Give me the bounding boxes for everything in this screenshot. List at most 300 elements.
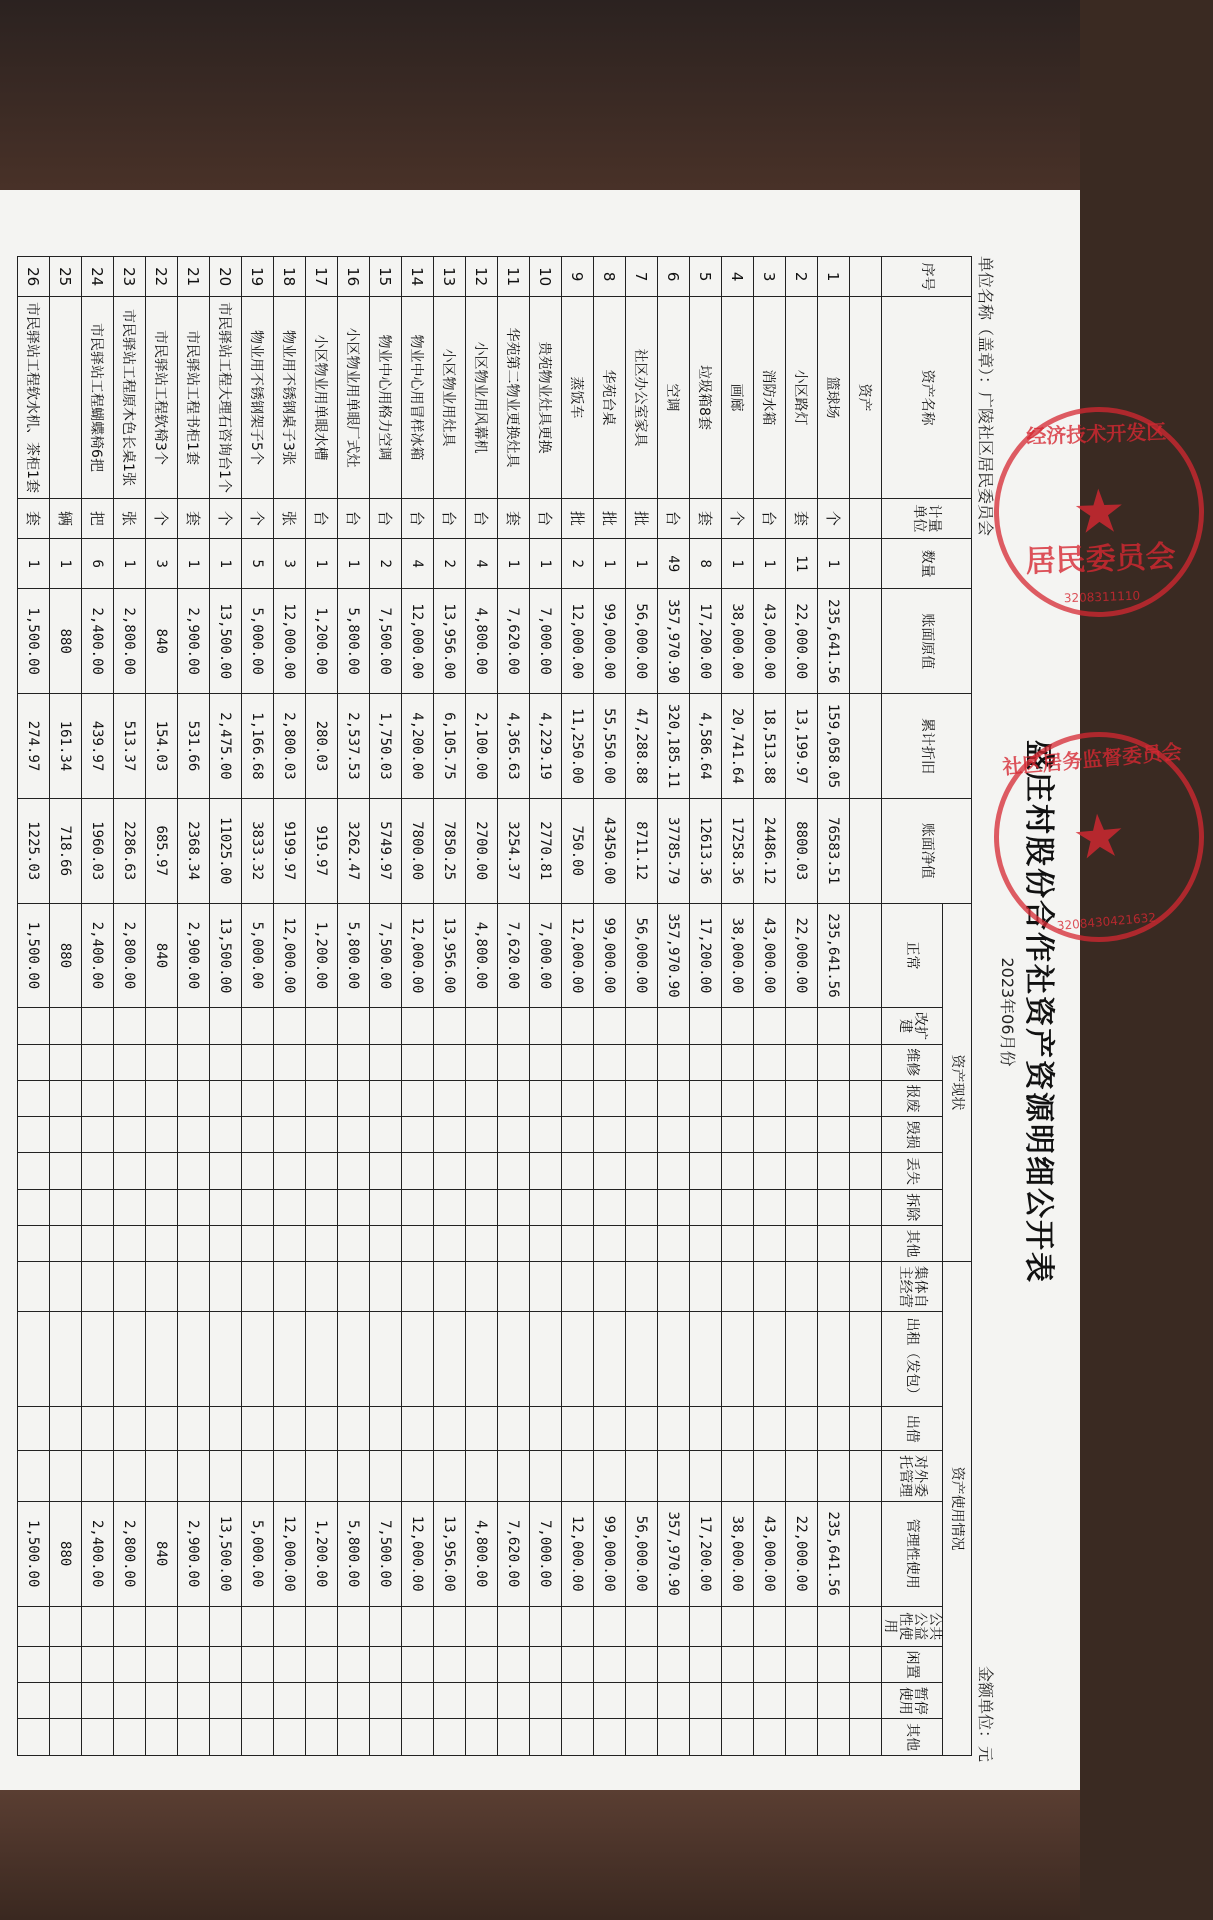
empty-cell [274,1262,306,1312]
net-value-cell: 2700.00 [466,798,498,903]
seq-cell: 20 [210,257,242,297]
empty-cell [626,1606,658,1646]
empty-cell [754,1683,786,1719]
status-normal-cell: 5,000.00 [242,903,274,1008]
name-cell: 市民驿站工程软椅3个 [146,297,178,498]
empty-cell [306,1008,338,1044]
depreciation-cell: 11,250.00 [562,694,594,799]
name-cell: 空调 [658,297,690,498]
empty-cell [210,1189,242,1225]
qty-cell: 1 [722,539,754,589]
status-normal-cell: 13,500.00 [210,903,242,1008]
qty-cell: 1 [178,539,210,589]
empty-cell [466,1225,498,1261]
book-value-cell: 43,000.00 [754,589,786,694]
empty-cell [434,1312,466,1407]
empty-cell [626,1080,658,1116]
empty-cell [18,1225,50,1261]
empty-cell [626,1189,658,1225]
seq-cell: 5 [690,257,722,297]
empty-cell [18,1080,50,1116]
empty-cell [146,1646,178,1682]
empty-cell [146,1117,178,1153]
depreciation-cell: 4,229.19 [530,694,562,799]
empty-cell [786,1117,818,1153]
depreciation-cell: 320,185.11 [658,694,690,799]
empty-cell [50,1080,82,1116]
empty-cell [402,1683,434,1719]
empty-cell [626,1683,658,1719]
empty-cell [50,1153,82,1189]
empty-cell [338,1646,370,1682]
empty-cell [146,1312,178,1407]
qty-cell: 1 [210,539,242,589]
empty-cell [754,1312,786,1407]
empty-cell [178,1189,210,1225]
empty-cell [434,1646,466,1682]
empty-cell [50,1451,82,1501]
empty-cell [466,1312,498,1407]
header-usage-self-operated: 集体自主经营 [882,1262,943,1312]
empty-cell [210,1225,242,1261]
empty-cell [594,1080,626,1116]
net-value-cell: 24486.12 [754,798,786,903]
empty-cell [498,1262,530,1312]
empty-cell [114,1044,146,1080]
empty-cell [178,1153,210,1189]
empty-cell [402,1080,434,1116]
empty-cell [786,1153,818,1189]
status-normal-cell: 840 [146,903,178,1008]
empty-cell [210,1719,242,1756]
depreciation-cell: 2,537.53 [338,694,370,799]
empty-cell [82,1719,114,1756]
empty-cell [434,1080,466,1116]
empty-cell [178,1683,210,1719]
depreciation-cell: 439.97 [82,694,114,799]
unit-cell: 辆 [50,498,82,538]
empty-cell [434,1262,466,1312]
empty-cell [434,1044,466,1080]
empty-cell [434,1008,466,1044]
empty-cell [370,1225,402,1261]
book-value-cell: 1,500.00 [18,589,50,694]
unit-cell: 台 [306,498,338,538]
empty-cell [466,1719,498,1756]
empty-cell [466,1262,498,1312]
empty-cell [18,1008,50,1044]
empty-cell [498,1407,530,1451]
empty-cell [594,1646,626,1682]
empty-cell [18,1451,50,1501]
empty-cell [50,1407,82,1451]
empty-cell [114,1189,146,1225]
net-value-cell: 7800.00 [402,798,434,903]
usage-management-cell: 4,800.00 [466,1501,498,1606]
table-row [274,257,306,1756]
empty-cell [658,1606,690,1646]
empty-cell [338,1407,370,1451]
empty-cell [82,1312,114,1407]
usage-management-cell: 880 [50,1501,82,1606]
empty-cell [82,1683,114,1719]
empty-cell [82,1153,114,1189]
usage-management-cell: 840 [146,1501,178,1606]
empty-cell [754,1451,786,1501]
name-cell: 市民驿站工程书柜1套 [178,297,210,498]
unit-cell: 台 [434,498,466,538]
empty-cell [338,1225,370,1261]
empty-cell [50,1044,82,1080]
header-qty: 数量 [882,539,972,589]
empty-cell [242,1683,274,1719]
table-row [210,257,242,1756]
usage-management-cell: 22,000.00 [786,1501,818,1606]
empty-cell [402,1189,434,1225]
empty-cell [50,1008,82,1044]
empty-cell [786,1646,818,1682]
empty-cell [594,1189,626,1225]
name-cell: 垃圾箱8套 [690,297,722,498]
empty-cell [786,1451,818,1501]
table-row [146,257,178,1756]
empty-cell [818,1080,850,1116]
usage-management-cell: 5,000.00 [242,1501,274,1606]
depreciation-cell: 274.97 [18,694,50,799]
empty-cell [306,1606,338,1646]
book-value-cell: 5,800.00 [338,589,370,694]
empty-cell [722,1646,754,1682]
net-value-cell: 76583.51 [818,798,850,903]
asset-disclosure-document [24,256,1183,1762]
seq-cell: 23 [114,257,146,297]
qty-cell: 1 [498,539,530,589]
qty-cell: 1 [594,539,626,589]
empty-cell [562,1117,594,1153]
empty-cell [498,1008,530,1044]
empty-cell [754,1189,786,1225]
depreciation-cell: 13,199.97 [786,694,818,799]
empty-cell [754,1153,786,1189]
header-usage-idle: 闲置 [882,1646,943,1682]
depreciation-cell: 161.34 [50,694,82,799]
empty-cell [626,1262,658,1312]
empty-cell [338,1080,370,1116]
empty-cell [402,1312,434,1407]
table-row [658,257,690,1756]
empty-cell [50,1225,82,1261]
empty-cell [306,1117,338,1153]
empty-cell [530,1451,562,1501]
depreciation-cell: 4,365.63 [498,694,530,799]
qty-cell: 2 [562,539,594,589]
unit-cell: 套 [498,498,530,538]
empty-cell [306,1451,338,1501]
empty-cell [274,1312,306,1407]
empty-cell [274,1189,306,1225]
empty-cell [210,1451,242,1501]
status-normal-cell: 43,000.00 [754,903,786,1008]
book-value-cell: 56,000.00 [626,589,658,694]
header-usage-leased: 出租（发包） [882,1312,943,1407]
empty-cell [242,1312,274,1407]
empty-cell [434,1117,466,1153]
empty-cell [690,1044,722,1080]
empty-cell [690,1117,722,1153]
qty-cell: 1 [338,539,370,589]
empty-cell [722,1451,754,1501]
empty-cell [626,1407,658,1451]
empty-cell [242,1606,274,1646]
empty-cell [626,1117,658,1153]
empty-cell [114,1225,146,1261]
qty-cell: 3 [274,539,306,589]
seq-cell: 21 [178,257,210,297]
empty-cell [722,1407,754,1451]
empty-cell [338,1153,370,1189]
empty-cell [114,1312,146,1407]
empty-cell [18,1407,50,1451]
empty-cell [114,1683,146,1719]
empty-cell [658,1225,690,1261]
empty-cell [178,1407,210,1451]
empty-cell [498,1606,530,1646]
unit-cell: 台 [370,498,402,538]
empty-cell [402,1262,434,1312]
usage-management-cell: 357,970.90 [658,1501,690,1606]
book-value-cell: 7,620.00 [498,589,530,694]
empty-cell [658,1407,690,1451]
name-cell: 小区物业用单眼厂式灶 [338,297,370,498]
empty-cell [594,1312,626,1407]
qty-cell: 2 [370,539,402,589]
background-bottom [0,1790,1080,1920]
unit-cell: 台 [754,498,786,538]
empty-cell [306,1153,338,1189]
empty-cell [146,1153,178,1189]
empty-cell [818,1719,850,1756]
empty-cell [690,1683,722,1719]
depreciation-cell: 2,475.00 [210,694,242,799]
empty-cell [242,1646,274,1682]
header-seq: 序号 [882,257,972,297]
empty-cell [722,1008,754,1044]
net-value-cell: 43450.00 [594,798,626,903]
empty-cell [690,1262,722,1312]
usage-management-cell: 12,000.00 [402,1501,434,1606]
empty-cell [562,1080,594,1116]
empty-cell [690,1153,722,1189]
usage-management-cell: 2,400.00 [82,1501,114,1606]
status-normal-cell: 38,000.00 [722,903,754,1008]
empty-cell [114,1117,146,1153]
empty-cell [562,1451,594,1501]
empty-cell [530,1683,562,1719]
name-cell: 市民驿站工程蝴蝶椅6把 [82,297,114,498]
name-cell: 华苑台桌 [594,297,626,498]
seq-cell: 4 [722,257,754,297]
empty-cell [242,1189,274,1225]
qty-cell: 49 [658,539,690,589]
seq-cell: 22 [146,257,178,297]
unit-cell: 个 [242,498,274,538]
empty-cell [466,1189,498,1225]
empty-cell [370,1683,402,1719]
header-usage-suspended: 暂停使用 [882,1683,943,1719]
empty-cell [498,1080,530,1116]
empty-cell [498,1153,530,1189]
empty-cell [370,1189,402,1225]
empty-cell [210,1312,242,1407]
empty-cell [722,1225,754,1261]
qty-cell: 6 [82,539,114,589]
empty-cell [530,1225,562,1261]
seq-cell: 18 [274,257,306,297]
book-value-cell: 4,800.00 [466,589,498,694]
empty-cell [754,1008,786,1044]
empty-cell [786,1008,818,1044]
depreciation-cell: 6,105.75 [434,694,466,799]
empty-cell [338,1262,370,1312]
empty-cell [722,1719,754,1756]
status-normal-cell: 22,000.00 [786,903,818,1008]
empty-cell [530,1646,562,1682]
usage-management-cell: 7,000.00 [530,1501,562,1606]
name-cell: 物业用不锈钢架子5个 [242,297,274,498]
empty-cell [754,1117,786,1153]
empty-cell [274,1719,306,1756]
empty-cell [818,1225,850,1261]
empty-cell [562,1044,594,1080]
empty-cell [306,1225,338,1261]
empty-cell [466,1606,498,1646]
empty-cell [82,1080,114,1116]
empty-cell [178,1117,210,1153]
empty-cell [562,1008,594,1044]
empty-cell [466,1044,498,1080]
empty-cell [242,1225,274,1261]
empty-cell [338,1683,370,1719]
header-unit: 计量单位 [882,498,972,538]
empty-cell [178,1044,210,1080]
empty-cell [658,1646,690,1682]
status-normal-cell: 12,000.00 [402,903,434,1008]
name-cell: 篮球场 [818,297,850,498]
book-value-cell: 235,641.56 [818,589,850,694]
empty-cell [466,1646,498,1682]
status-normal-cell: 4,800.00 [466,903,498,1008]
unit-cell: 批 [626,498,658,538]
empty-cell [338,1189,370,1225]
empty-cell [786,1407,818,1451]
name-cell: 小区物业用单眼水槽 [306,297,338,498]
empty-cell [402,1044,434,1080]
header-usage-other: 其他 [882,1719,943,1756]
table-row [178,257,210,1756]
usage-management-cell: 38,000.00 [722,1501,754,1606]
empty-cell [786,1080,818,1116]
empty-cell [786,1312,818,1407]
empty-cell [690,1008,722,1044]
net-value-cell: 9199.97 [274,798,306,903]
empty-cell [786,1719,818,1756]
usage-management-cell: 2,900.00 [178,1501,210,1606]
group-label: 资产 [850,297,882,498]
usage-management-cell: 43,000.00 [754,1501,786,1606]
empty-cell [82,1044,114,1080]
empty-cell [402,1407,434,1451]
empty-cell [530,1312,562,1407]
empty-cell [338,1451,370,1501]
book-value-cell: 7,000.00 [530,589,562,694]
empty-cell [242,1451,274,1501]
depreciation-cell: 513.37 [114,694,146,799]
name-cell: 市民驿站工程软水机、茶柜1套 [18,297,50,498]
name-cell: 华苑第二物业更换灶具 [498,297,530,498]
empty-cell [306,1312,338,1407]
empty-cell [242,1008,274,1044]
empty-cell [18,1683,50,1719]
empty-cell [370,1719,402,1756]
empty-cell [658,1153,690,1189]
name-cell: 社区办公室家具 [626,297,658,498]
empty-cell [18,1117,50,1153]
book-value-cell: 2,400.00 [82,589,114,694]
unit-cell: 个 [818,498,850,538]
table-row [242,257,274,1756]
unit-cell: 张 [274,498,306,538]
empty-cell [562,1606,594,1646]
empty-cell [306,1189,338,1225]
name-cell: 小区路灯 [786,297,818,498]
unit-cell: 台 [466,498,498,538]
empty-cell [274,1606,306,1646]
empty-cell [306,1683,338,1719]
seq-cell: 16 [338,257,370,297]
empty-cell [82,1189,114,1225]
empty-cell [274,1683,306,1719]
empty-cell [242,1044,274,1080]
empty-cell [274,1044,306,1080]
empty-cell [146,1262,178,1312]
header-name: 资产名称 [882,297,972,498]
book-value-cell: 99,000.00 [594,589,626,694]
header-status-normal: 正常 [882,903,943,1008]
depreciation-cell: 2,800.03 [274,694,306,799]
header-status-group: 资产现状 [943,903,972,1262]
seq-cell: 1 [818,257,850,297]
header-status-lost: 丢失 [882,1153,943,1189]
empty-cell [594,1719,626,1756]
empty-cell [786,1262,818,1312]
document-period: 2023年06月份 [998,957,1017,1067]
empty-cell [82,1225,114,1261]
usage-management-cell: 56,000.00 [626,1501,658,1606]
empty-cell [306,1080,338,1116]
empty-cell [370,1008,402,1044]
qty-cell: 4 [466,539,498,589]
empty-cell [178,1225,210,1261]
empty-cell [82,1262,114,1312]
qty-cell: 2 [434,539,466,589]
book-value-cell: 1,200.00 [306,589,338,694]
empty-cell [114,1646,146,1682]
empty-cell [178,1451,210,1501]
net-value-cell: 1225.03 [18,798,50,903]
unit-cell: 套 [178,498,210,538]
empty-cell [498,1189,530,1225]
book-value-cell: 5,000.00 [242,589,274,694]
